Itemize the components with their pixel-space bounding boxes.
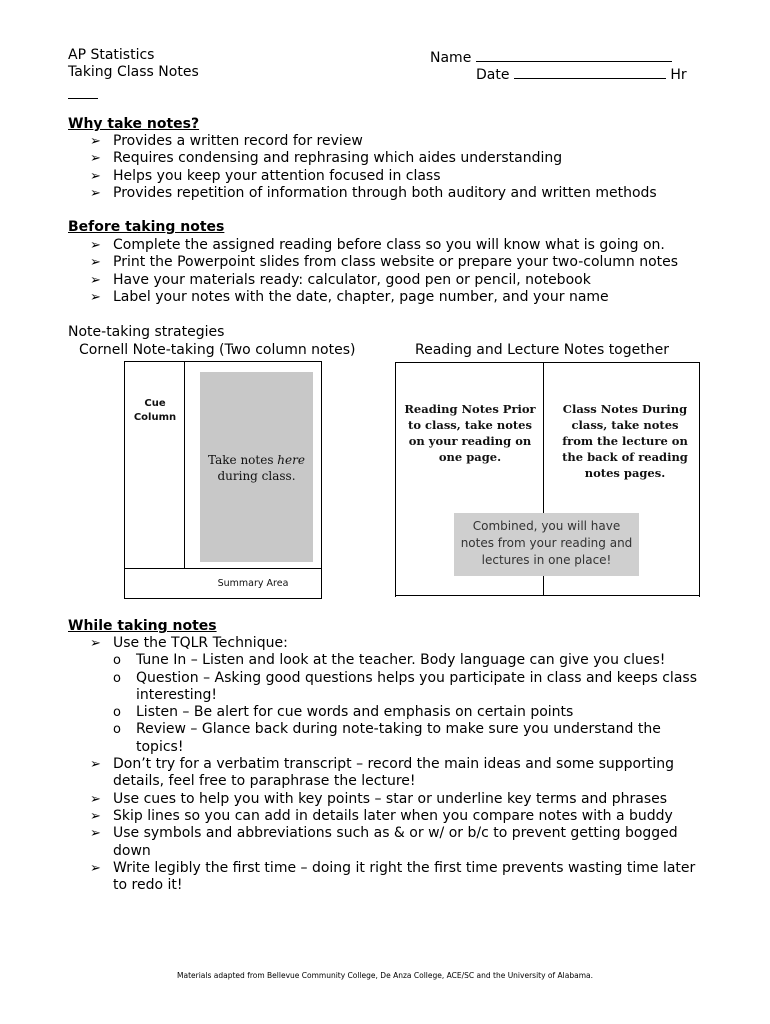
arrow-bullet-icon: ➢ (90, 151, 101, 167)
date-blank[interactable] (514, 64, 666, 79)
why-heading: Why take notes? (68, 116, 200, 132)
arrow-bullet-icon: ➢ (90, 860, 101, 876)
list-item: ➢ Skip lines so you can add in details later when you compare notes with a buddy (90, 807, 673, 824)
reading-caption: Reading and Lecture Notes together (415, 342, 669, 358)
tqlr-item: o Tune In – Listen and look at the teacher. Body language can give you clues! (113, 652, 666, 669)
page-title: Taking Class Notes (68, 64, 199, 80)
list-item: ➢ Label your notes with the date, chapter, page number, and your name (90, 288, 609, 305)
arrow-bullet-icon: ➢ (90, 808, 101, 824)
footer-credits: Materials adapted from Bellevue Community College, De Anza College, ACE/SC and the University of Alabama. (177, 971, 593, 980)
list-item: ➢ Use cues to help you with key points – star or underline key terms and phrases (90, 790, 668, 807)
take-notes-label: Take notes here during class. (208, 453, 305, 483)
name-label: Name (430, 50, 472, 66)
arrow-bullet-icon: ➢ (90, 168, 101, 184)
class-notes-label: Class Notes During class, take notes from the lecture on the back of reading notes pages. (562, 402, 688, 480)
before-list (90, 237, 710, 306)
circle-bullet-icon: o (113, 705, 121, 721)
summary-area-label: Summary Area (217, 578, 289, 589)
list-item: ➢ Provides a written record for review (90, 133, 363, 149)
arrow-bullet-icon: ➢ (90, 185, 101, 201)
cornell-diagram (124, 361, 322, 599)
circle-bullet-icon: o (113, 670, 121, 686)
reading-notes-label: Reading Notes Prior to class, take notes on your reading on one page. (404, 402, 536, 464)
combined-note: Combined, you will have notes from your reading and lectures in one place! (454, 513, 639, 576)
cornell-caption: Cornell Note-taking (Two column notes) (79, 342, 356, 358)
date-label: Date (476, 67, 510, 83)
circle-bullet-icon: o (113, 653, 121, 669)
arrow-bullet-icon: ➢ (90, 826, 101, 842)
arrow-bullet-icon: ➢ (90, 289, 101, 305)
reading-lecture-diagram (395, 362, 700, 597)
arrow-bullet-icon: ➢ (90, 272, 101, 288)
course-title: AP Statistics (68, 47, 155, 63)
list-item: ➢ Complete the assigned reading before class so you will know what is going on. (90, 237, 665, 253)
arrow-bullet-icon: ➢ (90, 255, 101, 271)
name-blank[interactable] (476, 47, 672, 62)
list-item: ➢ Use the TQLR Technique: o Tune In – Listen and look at the teacher. Body language can give you clues! o Question – Asking good questions helps you participate in class and keeps class interesting! o Listen – Be alert for cue words and emphasis on certain points o Review – Glance back during note-taking to make sure you understand the topics! (90, 635, 710, 756)
column-divider (184, 362, 185, 569)
before-heading: Before taking notes (68, 219, 225, 235)
list-item: ➢ Use symbols and abbreviations such as & or w/ or b/c to prevent getting bogged down (90, 825, 678, 859)
tqlr-item: o Question – Asking good questions helps you participate in class and keeps class interesting! (113, 669, 697, 703)
tqlr-item: o Review – Glance back during note-taking to make sure you understand the topics! (113, 721, 661, 755)
list-item: ➢ Don’t try for a verbatim transcript – record the main ideas and some supporting details, feel free to paraphrase the lecture! (90, 756, 675, 790)
summary-divider (125, 568, 321, 569)
arrow-bullet-icon: ➢ (90, 134, 101, 149)
why-list (90, 133, 710, 202)
arrow-bullet-icon: ➢ (90, 636, 101, 651)
date-field[interactable] (476, 64, 687, 84)
arrow-bullet-icon: ➢ (90, 791, 101, 807)
while-list (90, 635, 710, 894)
cue-column-label: Cue Column (133, 398, 177, 423)
strategies-heading: Note-taking strategies (68, 324, 225, 340)
tqlr-item: o Listen – Be alert for cue words and emphasis on certain points (113, 704, 574, 721)
list-item: ➢ Provides repetition of information through both auditory and written methods (90, 184, 657, 201)
arrow-bullet-icon: ➢ (90, 238, 101, 253)
hr-blank[interactable] (68, 84, 98, 99)
list-item: ➢ Write legibly the first time – doing it right the first time prevents wasting time later to redo it! (90, 859, 696, 894)
tqlr-list (90, 652, 710, 756)
list-item: ➢ Print the Powerpoint slides from class website or prepare your two-column notes (90, 254, 679, 271)
bottom-border (395, 595, 700, 596)
list-item: ➢ Have your materials ready: calculator, good pen or pencil, notebook (90, 271, 591, 288)
arrow-bullet-icon: ➢ (90, 757, 101, 773)
list-item: ➢ Helps you keep your attention focused in class (90, 167, 441, 184)
while-heading: While taking notes (68, 618, 217, 634)
list-item: ➢ Requires condensing and rephrasing which aides understanding (90, 150, 563, 167)
circle-bullet-icon: o (113, 722, 121, 738)
hr-label: Hr (670, 67, 687, 83)
